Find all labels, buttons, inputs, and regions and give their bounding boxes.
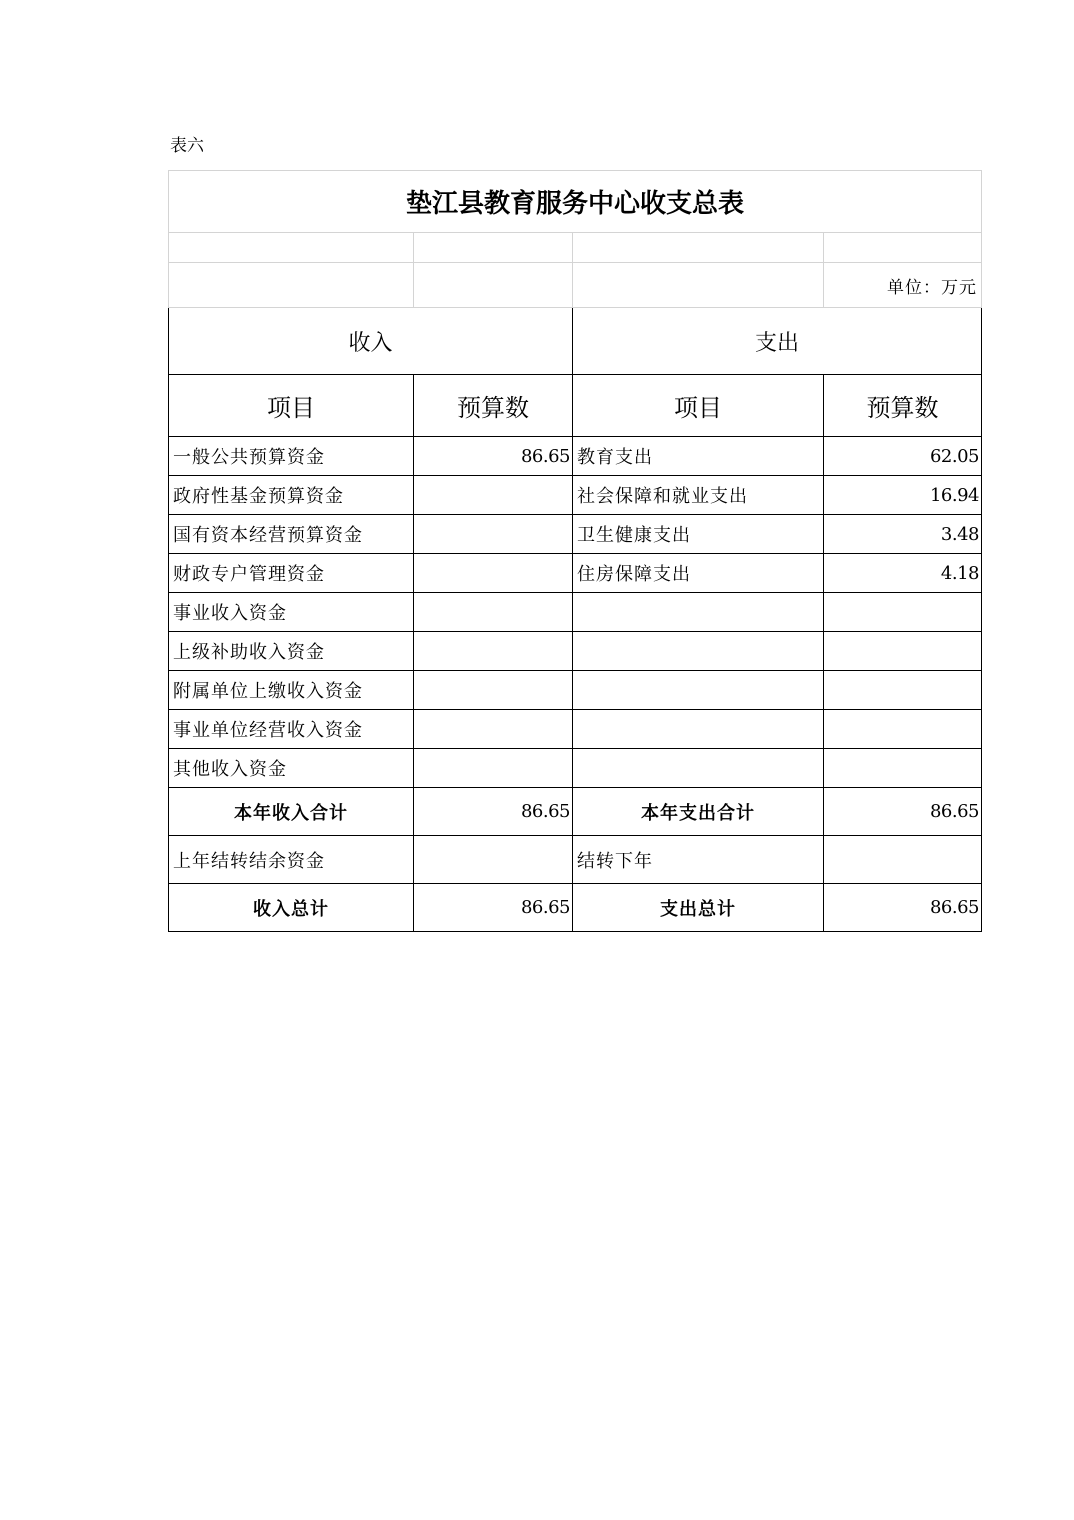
expense-item-cell [573, 593, 824, 632]
table-row [169, 593, 982, 632]
income-grand-total-value: 86.65 [414, 884, 573, 932]
expense-budget-cell: 4.18 [824, 554, 982, 593]
expense-carryover-label: 结转下年 [573, 836, 824, 884]
unit-row [169, 263, 982, 308]
income-item-cell: 政府性基金预算资金 [169, 476, 414, 515]
income-item-cell: 上级补助收入资金 [169, 632, 414, 671]
unit-label: 单位：万元 [824, 263, 982, 308]
expense-item-cell: 社会保障和就业支出 [573, 476, 824, 515]
table-row [169, 671, 982, 710]
expense-item-cell: 卫生健康支出 [573, 515, 824, 554]
expense-year-total-label: 本年支出合计 [573, 788, 824, 836]
table-label: 表六 [170, 136, 204, 156]
income-budget-cell [414, 710, 573, 749]
empty-cell [169, 233, 414, 263]
income-budget-cell [414, 515, 573, 554]
expense-item-cell [573, 632, 824, 671]
empty-cell [573, 263, 824, 308]
expense-section-header: 支出 [573, 308, 982, 375]
income-budget-header: 预算数 [414, 375, 573, 437]
expense-item-cell [573, 671, 824, 710]
income-budget-cell [414, 749, 573, 788]
expense-budget-header: 预算数 [824, 375, 982, 437]
expense-item-header: 项目 [573, 375, 824, 437]
table-row [169, 710, 982, 749]
empty-cell [169, 263, 414, 308]
expense-grand-total-value: 86.65 [824, 884, 982, 932]
income-grand-total-label: 收入总计 [169, 884, 414, 932]
page-title: 垫江县教育服务中心收支总表 [169, 171, 982, 233]
expense-budget-cell [824, 632, 982, 671]
income-budget-cell [414, 671, 573, 710]
expense-item-cell [573, 749, 824, 788]
table-row [169, 437, 982, 476]
income-item-cell: 事业收入资金 [169, 593, 414, 632]
income-carryover-value [414, 836, 573, 884]
grand-total-row [169, 884, 982, 932]
income-budget-cell [414, 554, 573, 593]
expense-item-cell: 住房保障支出 [573, 554, 824, 593]
expense-item-cell [573, 710, 824, 749]
income-budget-cell [414, 632, 573, 671]
income-item-cell: 财政专户管理资金 [169, 554, 414, 593]
table-row [169, 554, 982, 593]
income-item-cell: 其他收入资金 [169, 749, 414, 788]
table-row [169, 632, 982, 671]
expense-budget-cell [824, 671, 982, 710]
income-item-header: 项目 [169, 375, 414, 437]
title-row [169, 171, 982, 233]
table-row [169, 476, 982, 515]
empty-cell [414, 233, 573, 263]
expense-item-cell: 教育支出 [573, 437, 824, 476]
year-total-row [169, 788, 982, 836]
income-budget-cell [414, 593, 573, 632]
column-header-row [169, 375, 982, 437]
table-row [169, 515, 982, 554]
income-item-cell: 附属单位上缴收入资金 [169, 671, 414, 710]
expense-year-total-value: 86.65 [824, 788, 982, 836]
expense-carryover-value [824, 836, 982, 884]
spacer-row [169, 233, 982, 263]
carryover-row [169, 836, 982, 884]
budget-table [168, 170, 982, 932]
income-section-header: 收入 [169, 308, 573, 375]
expense-budget-cell: 3.48 [824, 515, 982, 554]
table-row [169, 749, 982, 788]
empty-cell [573, 233, 824, 263]
expense-budget-cell [824, 593, 982, 632]
income-year-total-value: 86.65 [414, 788, 573, 836]
expense-grand-total-label: 支出总计 [573, 884, 824, 932]
expense-budget-cell: 16.94 [824, 476, 982, 515]
empty-cell [414, 263, 573, 308]
income-item-cell: 一般公共预算资金 [169, 437, 414, 476]
income-budget-cell [414, 476, 573, 515]
expense-budget-cell [824, 710, 982, 749]
section-header-row [169, 308, 982, 375]
income-item-cell: 事业单位经营收入资金 [169, 710, 414, 749]
expense-budget-cell: 62.05 [824, 437, 982, 476]
income-year-total-label: 本年收入合计 [169, 788, 414, 836]
empty-cell [824, 233, 982, 263]
income-item-cell: 国有资本经营预算资金 [169, 515, 414, 554]
income-budget-cell: 86.65 [414, 437, 573, 476]
income-carryover-label: 上年结转结余资金 [169, 836, 414, 884]
expense-budget-cell [824, 749, 982, 788]
